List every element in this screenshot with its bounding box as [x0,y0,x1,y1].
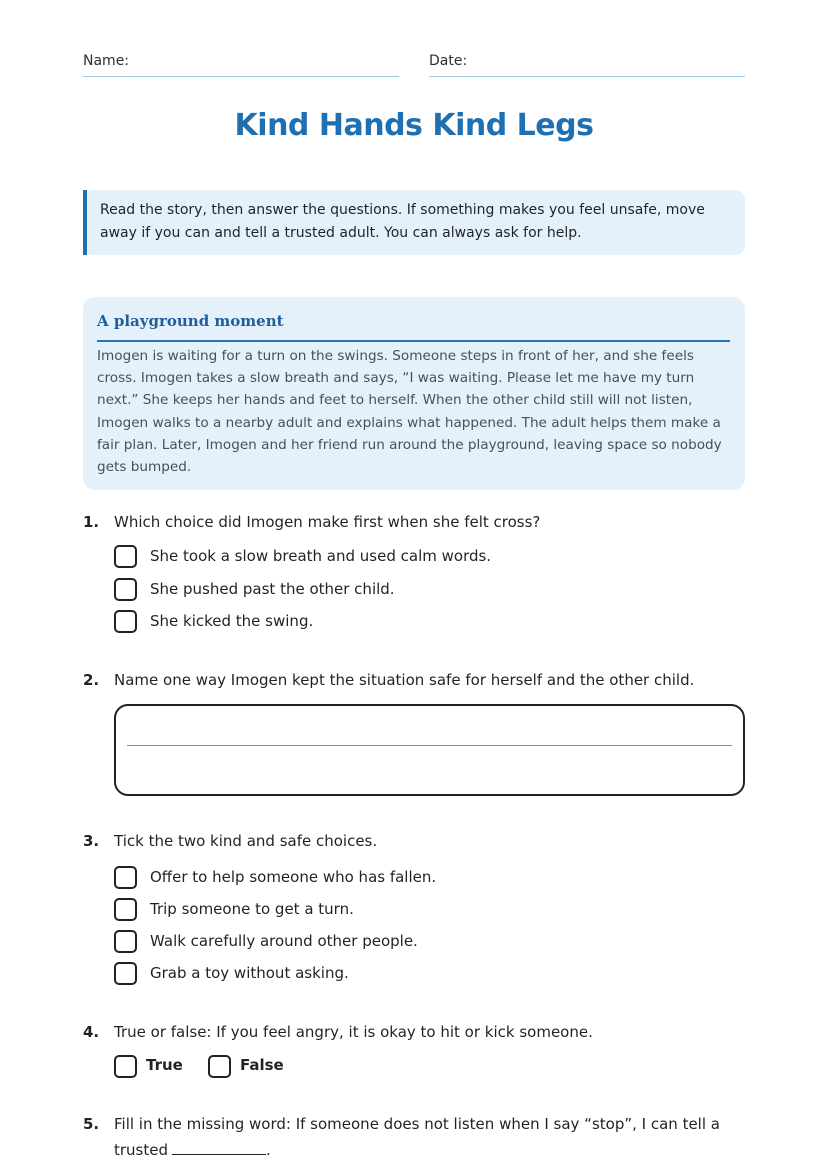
question-4-text: True or false: If you feel angry, it is okay to hit or kick someone. [114,1023,593,1041]
question-1-text: Which choice did Imogen make first when she felt cross? [114,513,541,531]
option-label: Grab a toy without asking. [150,964,349,982]
date-label: Date: [429,53,468,69]
checkbox[interactable] [114,866,137,889]
option-label: Offer to help someone who has fallen. [150,868,437,886]
option-label: Walk carefully around other people. [150,932,418,950]
option-label: She kicked the swing. [150,612,314,630]
page-title: Kind Hands Kind Legs [234,108,594,143]
checkbox[interactable] [114,610,137,633]
question-5-number: 5. [83,1115,100,1133]
answer-writing-line [127,745,732,746]
question-2-text: Name one way Imogen kept the situation safe for herself and the other child. [114,671,695,689]
checkbox[interactable] [114,545,137,568]
story-text: Imogen is waiting for a turn on the swings. Someone steps in front of her, and she feels cross. Imogen takes a slow breath and says, “I was waiting. Please let me have my turn next.” She keeps her hands and feet to herself. When the other child still will not listen, Imogen walks to a nearby adult and explains what happened. The adult helps them make a fair plan. Later, Imogen and her friend run around the playground, leaving space so nobody gets bumped. [97,348,722,476]
checkbox[interactable] [114,930,137,953]
question-4-number: 4. [83,1023,100,1041]
name-label: Name: [83,53,130,69]
option-label: Trip someone to get a turn. [150,900,354,918]
fill-in-blank[interactable] [172,1140,266,1155]
true-checkbox[interactable] [114,1055,137,1078]
false-checkbox[interactable] [208,1055,231,1078]
true-label: True [146,1056,183,1074]
story-heading: A playground moment [97,312,284,330]
question-5-line-2 [114,1140,271,1159]
question-5-text: Fill in the missing word: If someone does not listen when I say “stop”, I can tell a [114,1115,720,1133]
checkbox[interactable] [114,898,137,921]
false-label: False [240,1056,284,1074]
question-5-prefix: trusted [114,1141,169,1159]
question-5-suffix: . [266,1141,271,1159]
date-field[interactable] [429,76,745,77]
question-3-text: Tick the two kind and safe choices. [114,832,378,850]
checkbox[interactable] [114,962,137,985]
option-label: She pushed past the other child. [150,580,395,598]
name-field[interactable] [83,76,399,77]
question-2-answer-box[interactable] [114,704,745,796]
checkbox[interactable] [114,578,137,601]
story-heading-rule [97,340,730,342]
callout-accent-bar [83,190,87,255]
option-label: She took a slow breath and used calm words. [150,547,492,565]
question-3-number: 3. [83,832,100,850]
question-1-number: 1. [83,513,100,531]
question-2-number: 2. [83,671,100,689]
instructions-text: Read the story, then answer the questions. If something makes you feel unsafe, move away if you can and tell a trusted adult. You can always ask for help. [100,202,705,241]
